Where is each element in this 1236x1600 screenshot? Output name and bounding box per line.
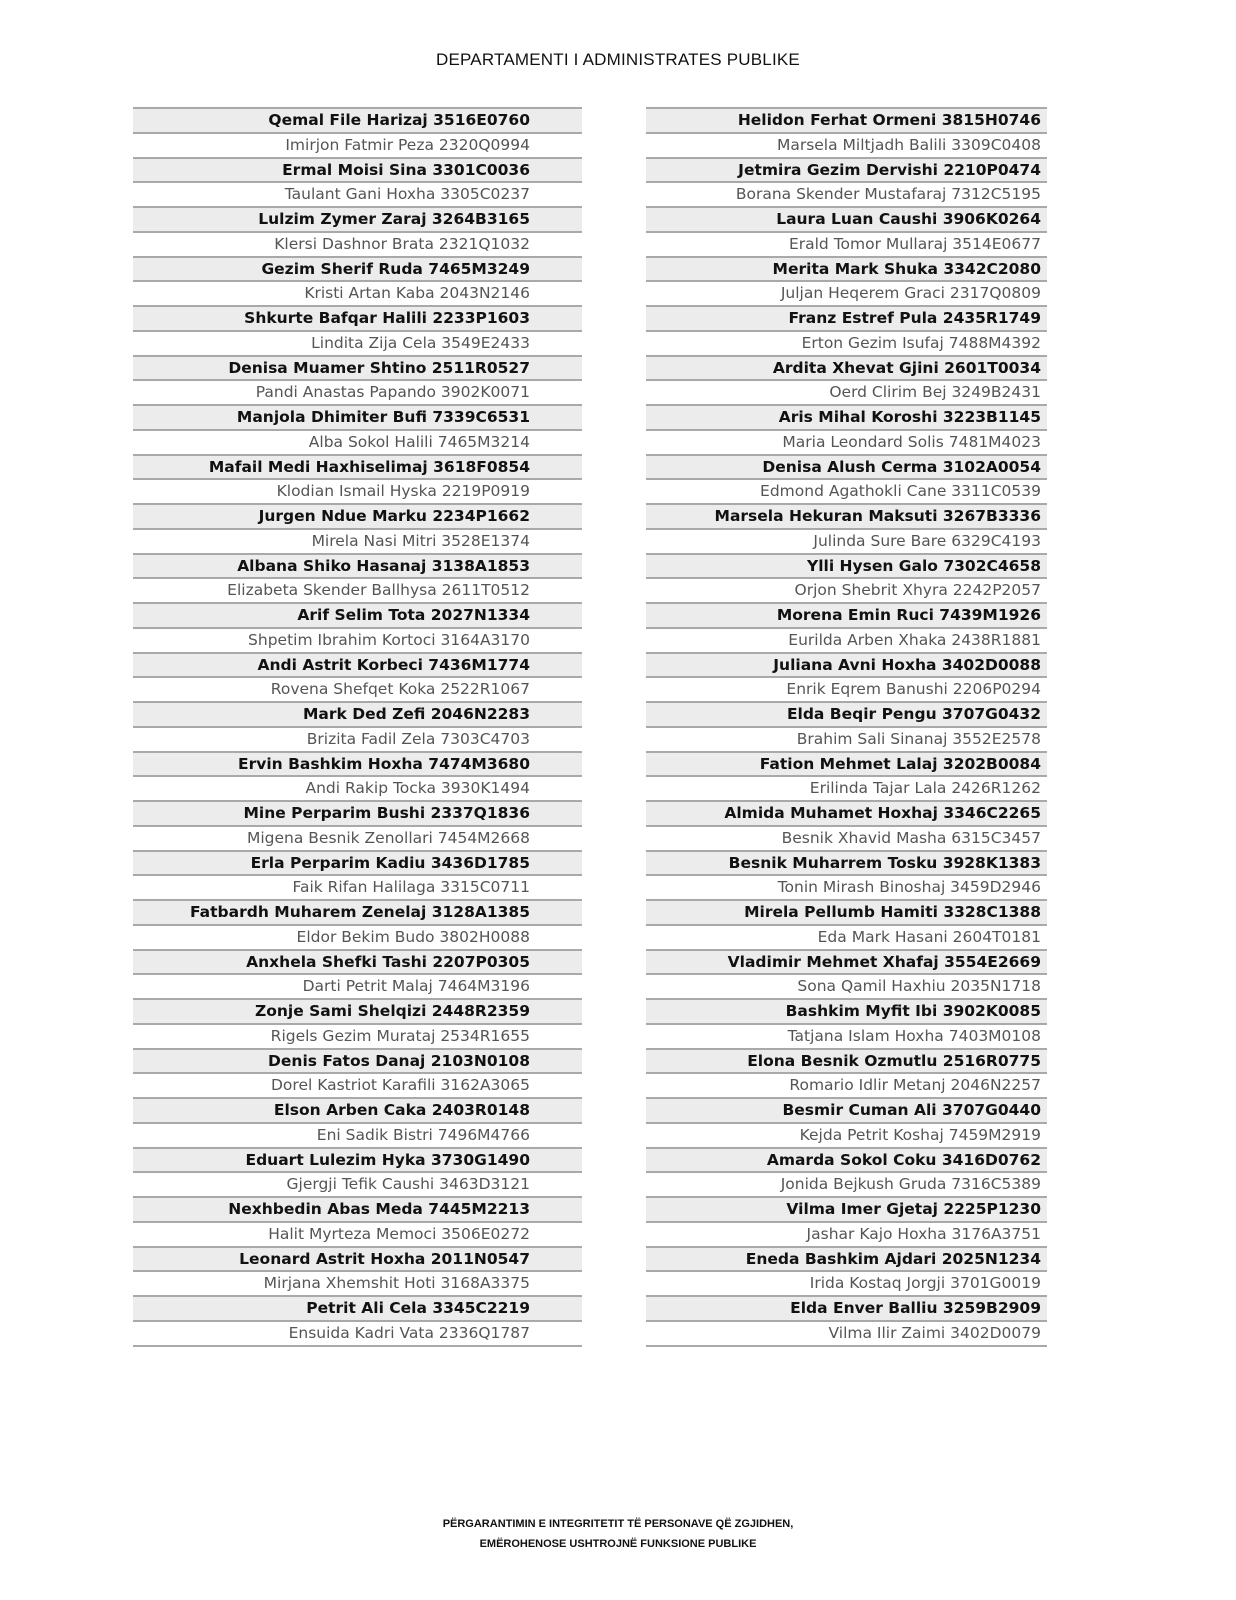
list-item: Elda Enver Balliu 3259B2909 xyxy=(646,1295,1047,1320)
list-item: Leonard Astrit Hoxha 2011N0547 xyxy=(133,1246,582,1271)
list-item: Romario Idlir Metanj 2046N2257 xyxy=(646,1072,1047,1097)
list-item: Anxhela Shefki Tashi 2207P0305 xyxy=(133,949,582,974)
list-item: Kristi Artan Kaba 2043N2146 xyxy=(133,280,582,305)
list-item: Vilma Ilir Zaimi 3402D0079 xyxy=(646,1320,1047,1345)
list-item: Klersi Dashnor Brata 2321Q1032 xyxy=(133,231,582,256)
list-item: Elda Beqir Pengu 3707G0432 xyxy=(646,701,1047,726)
list-item: Morena Emin Ruci 7439M1926 xyxy=(646,602,1047,627)
list-item: Marsela Hekuran Maksuti 3267B3336 xyxy=(646,503,1047,528)
list-item: Mark Ded Zefi 2046N2283 xyxy=(133,701,582,726)
list-item: Besnik Muharrem Tosku 3928K1383 xyxy=(646,850,1047,875)
table-bottom-rule xyxy=(646,1345,1047,1347)
list-item: Edmond Agathokli Cane 3311C0539 xyxy=(646,478,1047,503)
list-item: Maria Leondard Solis 7481M4023 xyxy=(646,429,1047,454)
list-item: Mirela Pellumb Hamiti 3328C1388 xyxy=(646,899,1047,924)
list-item: Besmir Cuman Ali 3707G0440 xyxy=(646,1097,1047,1122)
list-item: Arif Selim Tota 2027N1334 xyxy=(133,602,582,627)
list-item: Zonje Sami Shelqizi 2448R2359 xyxy=(133,998,582,1023)
list-item: Elona Besnik Ozmutlu 2516R0775 xyxy=(646,1048,1047,1073)
list-item: Imirjon Fatmir Peza 2320Q0994 xyxy=(133,132,582,157)
list-item: Irida Kostaq Jorgji 3701G0019 xyxy=(646,1270,1047,1295)
list-item: Jonida Bejkush Gruda 7316C5389 xyxy=(646,1171,1047,1196)
list-item: Sona Qamil Haxhiu 2035N1718 xyxy=(646,973,1047,998)
list-item: Aris Mihal Koroshi 3223B1145 xyxy=(646,404,1047,429)
list-item: Rovena Shefqet Koka 2522R1067 xyxy=(133,676,582,701)
list-item: Albana Shiko Hasanaj 3138A1853 xyxy=(133,553,582,578)
list-item: Dorel Kastriot Karafili 3162A3065 xyxy=(133,1072,582,1097)
list-item: Eduart Lulezim Hyka 3730G1490 xyxy=(133,1147,582,1172)
list-item: Mafail Medi Haxhiselimaj 3618F0854 xyxy=(133,454,582,479)
list-item: Almida Muhamet Hoxhaj 3346C2265 xyxy=(646,800,1047,825)
footer-line-1: PËRGARANTIMIN E INTEGRITETIT TË PERSONAVE QË ZGJIDHEN, xyxy=(442,1518,794,1530)
list-item: Denisa Muamer Shtino 2511R0527 xyxy=(133,355,582,380)
list-item: Vilma Imer Gjetaj 2225P1230 xyxy=(646,1196,1047,1221)
list-item: Erilinda Tajar Lala 2426R1262 xyxy=(646,775,1047,800)
list-item: Ensuida Kadri Vata 2336Q1787 xyxy=(133,1320,582,1345)
list-item: Rigels Gezim Murataj 2534R1655 xyxy=(133,1023,582,1048)
list-item: Eni Sadik Bistri 7496M4766 xyxy=(133,1122,582,1147)
list-item: Ervin Bashkim Hoxha 7474M3680 xyxy=(133,751,582,776)
list-item: Elizabeta Skender Ballhysa 2611T0512 xyxy=(133,577,582,602)
list-item: Faik Rifan Halilaga 3315C0711 xyxy=(133,874,582,899)
list-item: Besnik Xhavid Masha 6315C3457 xyxy=(646,825,1047,850)
list-item: Tonin Mirash Binoshaj 3459D2946 xyxy=(646,874,1047,899)
list-item: Julinda Sure Bare 6329C4193 xyxy=(646,528,1047,553)
list-item: Nexhbedin Abas Meda 7445M2213 xyxy=(133,1196,582,1221)
table-bottom-rule xyxy=(133,1345,582,1347)
list-item: Darti Petrit Malaj 7464M3196 xyxy=(133,973,582,998)
list-item: Fatbardh Muharem Zenelaj 3128A1385 xyxy=(133,899,582,924)
list-item: Brizita Fadil Zela 7303C4703 xyxy=(133,726,582,751)
list-item: Jetmira Gezim Dervishi 2210P0474 xyxy=(646,157,1047,182)
list-item: Gezim Sherif Ruda 7465M3249 xyxy=(133,256,582,281)
list-item: Erla Perparim Kadiu 3436D1785 xyxy=(133,850,582,875)
list-item: Mirjana Xhemshit Hoti 3168A3375 xyxy=(133,1270,582,1295)
list-item: Eneda Bashkim Ajdari 2025N1234 xyxy=(646,1246,1047,1271)
list-item: Qemal File Harizaj 3516E0760 xyxy=(133,107,582,132)
list-item: Ermal Moisi Sina 3301C0036 xyxy=(133,157,582,182)
list-item: Juliana Avni Hoxha 3402D0088 xyxy=(646,652,1047,677)
list-item: Andi Astrit Korbeci 7436M1774 xyxy=(133,652,582,677)
list-item: Ardita Xhevat Gjini 2601T0034 xyxy=(646,355,1047,380)
list-item: Shpetim Ibrahim Kortoci 3164A3170 xyxy=(133,627,582,652)
list-item: Eurilda Arben Xhaka 2438R1881 xyxy=(646,627,1047,652)
list-item: Helidon Ferhat Ormeni 3815H0746 xyxy=(646,107,1047,132)
list-item: Vladimir Mehmet Xhafaj 3554E2669 xyxy=(646,949,1047,974)
list-item: Erald Tomor Mullaraj 3514E0677 xyxy=(646,231,1047,256)
list-item: Bashkim Myfit Ibi 3902K0085 xyxy=(646,998,1047,1023)
list-item: Ylli Hysen Galo 7302C4658 xyxy=(646,553,1047,578)
list-item: Migena Besnik Zenollari 7454M2668 xyxy=(133,825,582,850)
list-item: Klodian Ismail Hyska 2219P0919 xyxy=(133,478,582,503)
page-title: DEPARTAMENTI I ADMINISTRATES PUBLIKE xyxy=(436,50,800,69)
list-item: Eldor Bekim Budo 3802H0088 xyxy=(133,924,582,949)
list-item: Elson Arben Caka 2403R0148 xyxy=(133,1097,582,1122)
list-item: Merita Mark Shuka 3342C2080 xyxy=(646,256,1047,281)
list-item: Juljan Heqerem Graci 2317Q0809 xyxy=(646,280,1047,305)
list-item: Petrit Ali Cela 3345C2219 xyxy=(133,1295,582,1320)
list-item: Oerd Clirim Bej 3249B2431 xyxy=(646,379,1047,404)
list-item: Brahim Sali Sinanaj 3552E2578 xyxy=(646,726,1047,751)
list-item: Manjola Dhimiter Bufi 7339C6531 xyxy=(133,404,582,429)
list-item: Andi Rakip Tocka 3930K1494 xyxy=(133,775,582,800)
list-item: Halit Myrteza Memoci 3506E0272 xyxy=(133,1221,582,1246)
list-item: Mine Perparim Bushi 2337Q1836 xyxy=(133,800,582,825)
name-list-right-column xyxy=(646,107,1047,1347)
list-item: Enrik Eqrem Banushi 2206P0294 xyxy=(646,676,1047,701)
list-item: Orjon Shebrit Xhyra 2242P2057 xyxy=(646,577,1047,602)
list-item: Lulzim Zymer Zaraj 3264B3165 xyxy=(133,206,582,231)
list-item: Denis Fatos Danaj 2103N0108 xyxy=(133,1048,582,1073)
list-item: Mirela Nasi Mitri 3528E1374 xyxy=(133,528,582,553)
list-item: Denisa Alush Cerma 3102A0054 xyxy=(646,454,1047,479)
list-item: Laura Luan Caushi 3906K0264 xyxy=(646,206,1047,231)
list-item: Fation Mehmet Lalaj 3202B0084 xyxy=(646,751,1047,776)
list-item: Jashar Kajo Hoxha 3176A3751 xyxy=(646,1221,1047,1246)
list-item: Shkurte Bafqar Halili 2233P1603 xyxy=(133,305,582,330)
list-item: Pandi Anastas Papando 3902K0071 xyxy=(133,379,582,404)
list-item: Borana Skender Mustafaraj 7312C5195 xyxy=(646,181,1047,206)
page-footer xyxy=(0,1514,1236,1554)
list-item: Eda Mark Hasani 2604T0181 xyxy=(646,924,1047,949)
list-item: Taulant Gani Hoxha 3305C0237 xyxy=(133,181,582,206)
list-item: Kejda Petrit Koshaj 7459M2919 xyxy=(646,1122,1047,1147)
list-item: Erton Gezim Isufaj 7488M4392 xyxy=(646,330,1047,355)
name-list-left-column xyxy=(133,107,582,1347)
list-item: Gjergji Tefik Caushi 3463D3121 xyxy=(133,1171,582,1196)
list-item: Lindita Zija Cela 3549E2433 xyxy=(133,330,582,355)
footer-line-2: EMËROHENOSE USHTROJNË FUNKSIONE PUBLIKE xyxy=(479,1538,757,1550)
list-item: Alba Sokol Halili 7465M3214 xyxy=(133,429,582,454)
list-item: Tatjana Islam Hoxha 7403M0108 xyxy=(646,1023,1047,1048)
list-item: Amarda Sokol Coku 3416D0762 xyxy=(646,1147,1047,1172)
list-item: Marsela Miltjadh Balili 3309C0408 xyxy=(646,132,1047,157)
list-item: Franz Estref Pula 2435R1749 xyxy=(646,305,1047,330)
list-item: Jurgen Ndue Marku 2234P1662 xyxy=(133,503,582,528)
